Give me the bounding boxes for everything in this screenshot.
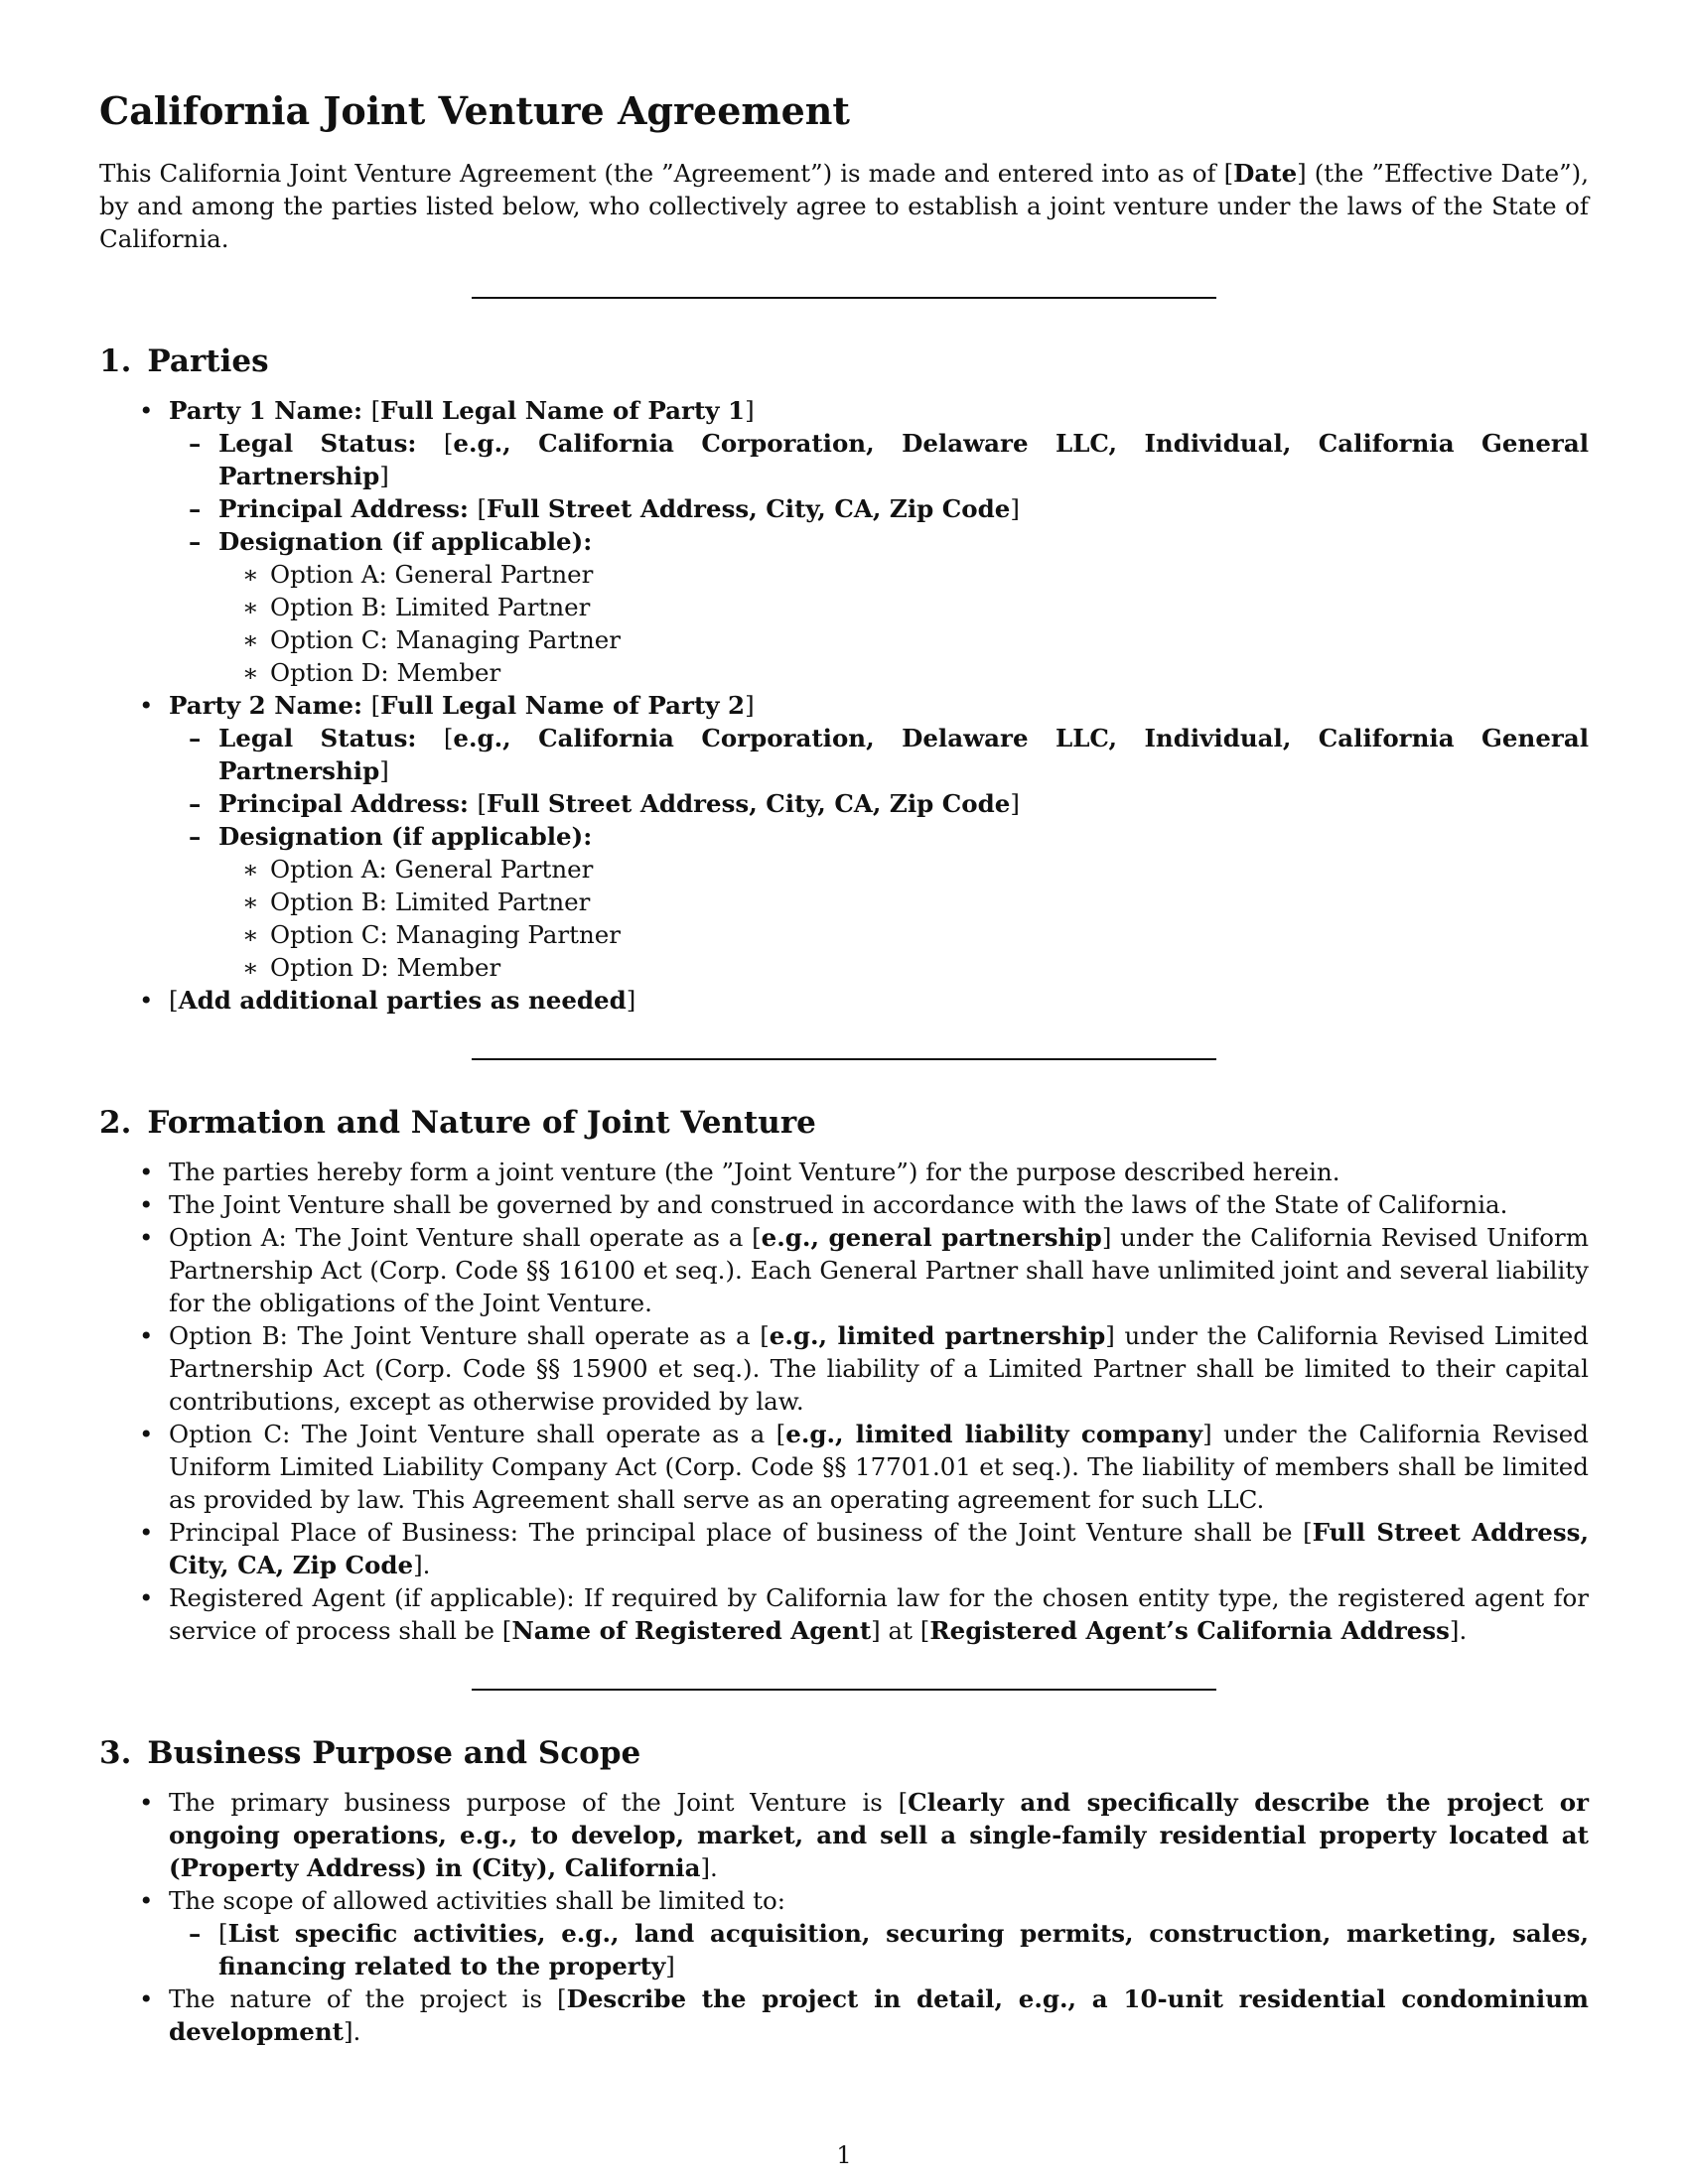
registered-agent-text-mid: ] at [ (871, 1616, 930, 1645)
party-2-option-d: ∗ Option D: Member (218, 951, 1589, 984)
party-1-address: – Principal Address: [Full Street Address, City, CA, Zip Code] (159, 492, 1589, 525)
party-1-option-a: ∗ Option A: General Partner (218, 558, 1589, 591)
purpose-item-3 (99, 1982, 1589, 2048)
party-2-designation (159, 820, 1589, 984)
section-divider (472, 297, 1216, 299)
option-c-text-post: ] under the California Revised Uniform Limited Liability Company Act (Corp. Code §§ 17701.01 et seq.). The liability of members shall be limited as provided by law. This Agreement shall serve as an operating agreement for such LLC. (169, 1420, 1589, 1514)
section-2-number: 2. (99, 1105, 132, 1141)
document-page (99, 87, 1589, 2048)
party-1-legal-status-label: Legal Status: (218, 429, 444, 458)
section-divider (472, 1058, 1216, 1060)
option-c-placeholder: e.g., limited liability company (785, 1420, 1203, 1448)
principal-place-text-pre: Principal Place of Business: The principal place of business of the Joint Venture shall be [ (169, 1518, 1313, 1547)
party-1-name-placeholder: Full Legal Name of Party 1 (380, 396, 746, 425)
section-3-title: Business Purpose and Scope (147, 1735, 641, 1771)
formation-option-a (99, 1221, 1589, 1319)
purpose-text-post: ]. (700, 1853, 718, 1882)
additional-parties-placeholder: Add additional parties as needed (178, 986, 627, 1015)
option-b-text-post: ] under the California Revised Limited Partnership Act (Corp. Code §§ 15900 et seq.). The liability of a Limited Partner shall be limited to their capital contributions, except as otherwise provided by law. (169, 1321, 1589, 1416)
party-1-name-label: Party 1 Name: (169, 396, 371, 425)
registered-agent-item (99, 1581, 1589, 1647)
section-1-heading (99, 341, 1589, 382)
registered-agent-text-post: ]. (1449, 1616, 1468, 1645)
party-2-address-label: Principal Address: (218, 789, 478, 818)
party-1-designation (159, 525, 1589, 689)
party-1-option-d: ∗ Option D: Member (218, 656, 1589, 689)
intro-paragraph (99, 157, 1589, 255)
scope-text: The scope of allowed activities shall be limited to: (169, 1886, 786, 1915)
intro-date-placeholder: Date (1233, 159, 1298, 188)
principal-place-placeholder: Full Street Address, City, CA, Zip Code (169, 1518, 1589, 1579)
party-1-address-label: Principal Address: (218, 494, 478, 523)
scope-sublist (169, 1917, 1589, 1982)
party-1-option-b: ∗ Option B: Limited Partner (218, 591, 1589, 623)
section-divider (472, 1689, 1216, 1691)
purpose-item-1 (99, 1786, 1589, 1884)
party-1-address-placeholder: Full Street Address, City, CA, Zip Code (487, 494, 1011, 523)
option-b-text-pre: Option B: The Joint Venture shall operate as a [ (169, 1321, 770, 1350)
purpose-placeholder: Clearly and specifically describe the project or ongoing operations, e.g., to develop, market, and sell a single-family residential property located at (Property Address) in (City), California (169, 1788, 1589, 1882)
option-b-placeholder: e.g., limited partnership (769, 1321, 1106, 1350)
party-2-legal-status-placeholder: e.g., California Corporation, Delaware LLC, Individual, California General Partnership (218, 724, 1589, 785)
party-2-legal-status-label: Legal Status: (218, 724, 444, 752)
party-1-legal-status-placeholder: e.g., California Corporation, Delaware LLC, Individual, California General Partnership (218, 429, 1589, 490)
party-2-item: • Party 2 Name: [Full Legal Name of Party 2] – Legal Status: [e.g., California Corporation, Delaware LLC, Individual, California General Partnership] – Principal Address: [Full Street Address, City, CA, Zip Code] – Designation (if applicable): ∗ Option A: General Partner ∗ Option B: Limited Partner ∗ Option C: Managing Partner ∗ Option D: Member (99, 689, 1589, 984)
party-2-option-a: ∗ Option A: General Partner (218, 853, 1589, 886)
nature-placeholder: Describe the project in detail, e.g., a 10-unit residential condominium development (169, 1984, 1589, 2046)
principal-place-item (99, 1516, 1589, 1581)
additional-parties-item: • [Add additional parties as needed] (99, 984, 1589, 1017)
formation-list (99, 1156, 1589, 1647)
party-2-legal-status: – Legal Status: [e.g., California Corporation, Delaware LLC, Individual, California General Partnership] (159, 722, 1589, 787)
party-1-designation-options (218, 558, 1589, 689)
option-a-text-pre: Option A: The Joint Venture shall operate as a [ (169, 1223, 762, 1252)
party-2-designation-options (218, 853, 1589, 984)
purpose-list (99, 1786, 1589, 2048)
party-2-designation-label: Designation (if applicable): (218, 822, 593, 851)
section-1-number: 1. (99, 343, 132, 379)
scope-activities-placeholder: List specific activities, e.g., land acquisition, securing permits, construction, marketing, sales, financing related to the property (218, 1919, 1589, 1980)
party-1-legal-status: – Legal Status: [e.g., California Corporation, Delaware LLC, Individual, California General Partnership] (159, 427, 1589, 492)
formation-item-1: • The parties hereby form a joint venture (the ”Joint Venture”) for the purpose described herein. (99, 1156, 1589, 1188)
party-2-option-c: ∗ Option C: Managing Partner (218, 918, 1589, 951)
registered-agent-text-pre: Registered Agent (if applicable): If required by California law for the chosen entity type, the registered agent for service of process shall be [ (169, 1583, 1589, 1645)
section-3-heading (99, 1732, 1589, 1774)
party-2-name-placeholder: Full Legal Name of Party 2 (380, 691, 746, 720)
option-a-text-post: ] under the California Revised Uniform Partnership Act (Corp. Code §§ 16100 et seq.). Each General Partner shall have unlimited joint and several liability for the obligations of the Joint Venture. (169, 1223, 1589, 1317)
party-1-item: • Party 1 Name: [Full Legal Name of Party 1] – Legal Status: [e.g., California Corporation, Delaware LLC, Individual, California General Partnership] – Principal Address: [Full Street Address, City, CA, Zip Code] – Designation (if applicable): ∗ Option A: General Partner ∗ Option B: Limited Partner ∗ Option C: Managing Partner ∗ Option D: Member (99, 394, 1589, 689)
scope-activities-item: – [List specific activities, e.g., land acquisition, securing permits, construction, marketing, sales, financing related to the property] (159, 1917, 1589, 1982)
formation-option-c (99, 1418, 1589, 1516)
party-2-address: – Principal Address: [Full Street Address, City, CA, Zip Code] (159, 787, 1589, 820)
party-1-details (169, 427, 1589, 689)
option-c-text-pre: Option C: The Joint Venture shall operate as a [ (169, 1420, 786, 1448)
formation-option-b (99, 1319, 1589, 1418)
section-2-title: Formation and Nature of Joint Venture (147, 1105, 816, 1141)
registered-agent-address-placeholder: Registered Agent’s California Address (929, 1616, 1450, 1645)
parties-list (99, 394, 1589, 1017)
party-2-details (169, 722, 1589, 984)
option-a-placeholder: e.g., general partnership (761, 1223, 1102, 1252)
nature-text-post: ]. (343, 2017, 361, 2046)
party-2-option-b: ∗ Option B: Limited Partner (218, 886, 1589, 918)
principal-place-text-post: ]. (413, 1551, 431, 1579)
party-2-name-label: Party 2 Name: (169, 691, 371, 720)
registered-agent-name-placeholder: Name of Registered Agent (511, 1616, 872, 1645)
page-number: 1 (836, 2141, 852, 2169)
purpose-text-pre: The primary business purpose of the Joint Venture is [ (169, 1788, 909, 1817)
intro-text-1: This California Joint Venture Agreement (the ”Agreement”) is made and entered into as of [ (99, 159, 1234, 188)
section-2-heading (99, 1102, 1589, 1144)
section-1-title: Parties (147, 343, 269, 379)
formation-item-2: • The Joint Venture shall be governed by and construed in accordance with the laws of the State of California. (99, 1188, 1589, 1221)
party-2-address-placeholder: Full Street Address, City, CA, Zip Code (487, 789, 1011, 818)
document-title: California Joint Venture Agreement (99, 88, 850, 133)
party-1-option-c: ∗ Option C: Managing Partner (218, 623, 1589, 656)
intro-text-2: ] (the ”Effective Date”), by and among the parties listed below, who collectively agree to establish a joint venture under the laws of the State of California. (99, 159, 1589, 253)
purpose-item-2 (99, 1884, 1589, 1982)
party-1-designation-label: Designation (if applicable): (218, 527, 593, 556)
section-3-number: 3. (99, 1735, 132, 1771)
nature-text-pre: The nature of the project is [ (169, 1984, 567, 2013)
